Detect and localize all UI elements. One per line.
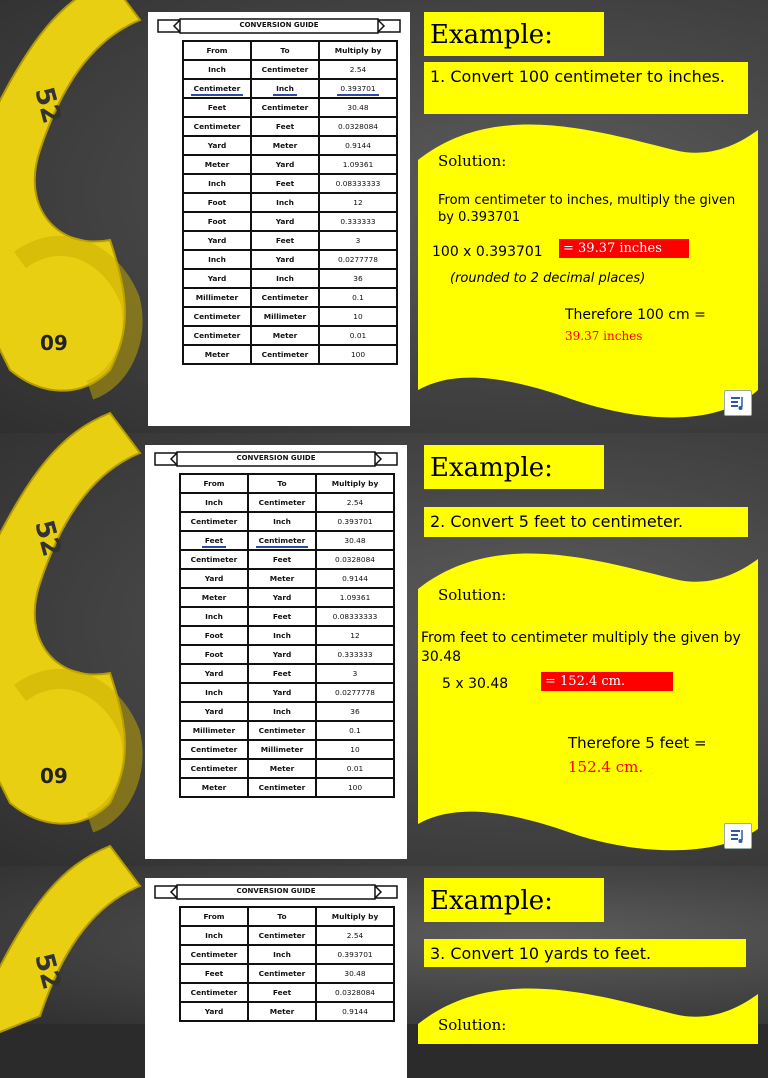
cell-to: Inch — [248, 945, 316, 964]
cell-factor: 3 — [319, 231, 397, 250]
cell-to: Feet — [251, 174, 319, 193]
cell-factor: 10 — [319, 307, 397, 326]
measuring-tape-icon — [0, 433, 150, 866]
cell-to: Feet — [251, 117, 319, 136]
rounding-note: (rounded to 2 decimal places) — [450, 271, 646, 286]
table-row — [180, 702, 394, 721]
table-row — [180, 493, 394, 512]
conversion-guide — [145, 445, 407, 859]
svg-text:09: 09 — [40, 764, 68, 788]
table-row — [180, 778, 394, 797]
example-label-box — [424, 445, 604, 489]
question-text: 1. Convert 100 centimeter to inches. — [430, 67, 725, 86]
cell-to: Yard — [248, 683, 316, 702]
table-row — [180, 1002, 394, 1021]
header-from: From — [180, 907, 248, 926]
cell-to: Inch — [251, 269, 319, 288]
cell-factor: 0.0328084 — [316, 550, 394, 569]
cell-factor: 0.08333333 — [316, 607, 394, 626]
cell-to: Centimeter — [248, 964, 316, 983]
audio-button[interactable] — [724, 823, 752, 849]
table-row — [180, 512, 394, 531]
cell-factor: 0.393701 — [316, 512, 394, 531]
conclusion-text: Therefore 100 cm = — [565, 307, 706, 323]
conclusion-value: 152.4 cm. — [568, 758, 644, 776]
conversion-table — [179, 906, 395, 1022]
example-label: Example: — [430, 453, 553, 483]
guide-title: CONVERSION GUIDE — [239, 21, 319, 29]
cell-from: Centimeter — [180, 983, 248, 1002]
table-row — [180, 740, 394, 759]
cell-factor: 0.1 — [319, 288, 397, 307]
cell-from: Yard — [180, 1002, 248, 1021]
cell-factor: 12 — [319, 193, 397, 212]
cell-factor: 0.0328084 — [319, 117, 397, 136]
header-multiply: Multiply by — [316, 907, 394, 926]
table-row — [180, 550, 394, 569]
cell-to: Meter — [248, 569, 316, 588]
audio-icon — [725, 391, 751, 415]
cell-factor: 12 — [316, 626, 394, 645]
table-row — [180, 683, 394, 702]
question-box — [424, 939, 746, 967]
cell-factor: 100 — [316, 778, 394, 797]
cell-from: Foot — [183, 193, 251, 212]
conversion-guide — [148, 12, 410, 426]
svg-text:09: 09 — [40, 331, 68, 355]
cell-factor: 30.48 — [319, 98, 397, 117]
cell-factor: 0.9144 — [316, 1002, 394, 1021]
cell-to: Millimeter — [248, 740, 316, 759]
cell-to: Feet — [248, 664, 316, 683]
cell-factor: 30.48 — [316, 531, 394, 550]
cell-factor: 0.9144 — [319, 136, 397, 155]
cell-to: Centimeter — [251, 98, 319, 117]
cell-from-text: Centimeter — [191, 84, 244, 96]
cell-from: Yard — [183, 136, 251, 155]
cell-to — [251, 79, 319, 98]
result-box: = 39.37 inches — [559, 239, 689, 258]
cell-from — [183, 79, 251, 98]
cell-to: Yard — [251, 155, 319, 174]
slide-2 — [0, 433, 768, 866]
cell-from: Yard — [183, 269, 251, 288]
cell-to: Centimeter — [251, 288, 319, 307]
cell-from: Centimeter — [183, 326, 251, 345]
conversion-table — [179, 473, 395, 798]
question-text: 2. Convert 5 feet to centimeter. — [430, 512, 684, 531]
example-label: Example: — [430, 886, 553, 916]
table-row — [183, 269, 397, 288]
cell-to: Feet — [248, 983, 316, 1002]
table-row — [183, 326, 397, 345]
cell-to: Millimeter — [251, 307, 319, 326]
table-row — [180, 531, 394, 550]
cell-from: Centimeter — [183, 117, 251, 136]
cell-to: Meter — [248, 759, 316, 778]
table-header-row — [180, 474, 394, 493]
conclusion-value: 39.37 inches — [565, 329, 643, 343]
cell-from — [180, 531, 248, 550]
table-header-row — [180, 907, 394, 926]
example-label-box — [424, 878, 604, 922]
cell-from: Inch — [180, 493, 248, 512]
table-row — [183, 136, 397, 155]
table-row — [183, 155, 397, 174]
cell-from: Millimeter — [183, 288, 251, 307]
cell-factor: 30.48 — [316, 964, 394, 983]
cell-to-text: Inch — [273, 84, 297, 96]
guide-title: CONVERSION GUIDE — [236, 887, 316, 895]
cell-factor-text: 0.393701 — [337, 84, 378, 96]
cell-from: Inch — [183, 60, 251, 79]
example-label: Example: — [430, 20, 553, 50]
table-row — [183, 307, 397, 326]
header-from: From — [180, 474, 248, 493]
cell-factor: 0.333333 — [319, 212, 397, 231]
table-row — [183, 193, 397, 212]
cell-from: Centimeter — [180, 512, 248, 531]
cell-to: Yard — [248, 645, 316, 664]
cell-factor: 2.54 — [319, 60, 397, 79]
calculation-text: 5 x 30.48 — [442, 676, 509, 692]
cell-factor: 0.01 — [319, 326, 397, 345]
cell-factor: 100 — [319, 345, 397, 364]
table-row — [180, 588, 394, 607]
cell-from: Centimeter — [180, 945, 248, 964]
cell-to: Feet — [251, 231, 319, 250]
table-row — [183, 174, 397, 193]
measuring-tape-icon — [0, 866, 150, 1024]
cell-factor: 2.54 — [316, 926, 394, 945]
cell-from: Yard — [180, 569, 248, 588]
cell-factor: 1.09361 — [316, 588, 394, 607]
cell-factor: 10 — [316, 740, 394, 759]
result-box: = 152.4 cm. — [541, 672, 673, 691]
cell-to: Yard — [248, 588, 316, 607]
solution-label: Solution: — [438, 586, 507, 604]
cell-from: Centimeter — [180, 759, 248, 778]
cell-to: Centimeter — [248, 493, 316, 512]
svg-text:52: 52 — [28, 517, 67, 560]
table-row — [183, 117, 397, 136]
question-box — [424, 507, 748, 537]
table-row — [180, 664, 394, 683]
cell-to: Meter — [251, 136, 319, 155]
table-row — [183, 212, 397, 231]
cell-from: Inch — [180, 607, 248, 626]
table-row — [183, 345, 397, 364]
cell-from-text: Feet — [202, 536, 226, 548]
cell-to: Centimeter — [248, 926, 316, 945]
header-multiply: Multiply by — [319, 41, 397, 60]
conversion-table — [182, 40, 398, 365]
table-row — [183, 98, 397, 117]
table-row — [180, 645, 394, 664]
cell-from: Foot — [180, 645, 248, 664]
cell-from: Meter — [183, 155, 251, 174]
cell-factor: 36 — [319, 269, 397, 288]
explanation-text: From centimeter to inches, multiply the given by 0.393701 — [438, 193, 736, 225]
conversion-guide — [145, 878, 407, 1078]
cell-to: Feet — [248, 607, 316, 626]
slide-3 — [0, 866, 768, 1034]
table-row — [183, 231, 397, 250]
calculation-text: 100 x 0.393701 — [432, 244, 543, 260]
cell-factor: 3 — [316, 664, 394, 683]
cell-to: Meter — [251, 326, 319, 345]
cell-factor: 0.1 — [316, 721, 394, 740]
table-row — [183, 250, 397, 269]
question-text: 3. Convert 10 yards to feet. — [430, 944, 652, 963]
cell-factor: 0.393701 — [316, 945, 394, 964]
table-row — [180, 569, 394, 588]
conclusion-text: Therefore 5 feet = — [568, 734, 707, 752]
question-box — [424, 62, 748, 114]
cell-to: Inch — [248, 626, 316, 645]
cell-from: Inch — [183, 174, 251, 193]
cell-from: Foot — [183, 212, 251, 231]
cell-to: Centimeter — [251, 345, 319, 364]
cell-from: Inch — [183, 250, 251, 269]
svg-text:52: 52 — [28, 950, 67, 993]
solution-shape — [414, 984, 762, 1044]
table-row — [180, 626, 394, 645]
table-row — [180, 983, 394, 1002]
cell-factor: 0.333333 — [316, 645, 394, 664]
table-row — [180, 945, 394, 964]
cell-factor: 0.08333333 — [319, 174, 397, 193]
cell-factor: 0.0277778 — [316, 683, 394, 702]
audio-button[interactable] — [724, 390, 752, 416]
cell-to: Yard — [251, 250, 319, 269]
cell-factor: 1.09361 — [319, 155, 397, 174]
explanation-text: From feet to centimeter multiply the given by 30.48 — [421, 630, 741, 665]
cell-to: Inch — [251, 193, 319, 212]
cell-from: Meter — [183, 345, 251, 364]
table-row — [183, 60, 397, 79]
solution-label: Solution: — [438, 152, 507, 170]
svg-text:52: 52 — [28, 84, 67, 127]
cell-to: Inch — [248, 512, 316, 531]
table-row — [180, 721, 394, 740]
cell-factor — [319, 79, 397, 98]
cell-to: Yard — [251, 212, 319, 231]
header-to: To — [248, 474, 316, 493]
cell-factor: 0.01 — [316, 759, 394, 778]
header-to: To — [251, 41, 319, 60]
cell-to: Feet — [248, 550, 316, 569]
cell-from: Yard — [180, 664, 248, 683]
cell-factor: 0.0328084 — [316, 983, 394, 1002]
cell-factor: 36 — [316, 702, 394, 721]
header-to: To — [248, 907, 316, 926]
cell-to-text: Centimeter — [256, 536, 309, 548]
table-header-row — [183, 41, 397, 60]
cell-factor: 2.54 — [316, 493, 394, 512]
cell-to: Centimeter — [248, 778, 316, 797]
cell-to: Centimeter — [251, 60, 319, 79]
example-label-box — [424, 12, 604, 56]
cell-to: Centimeter — [248, 721, 316, 740]
cell-from: Yard — [183, 231, 251, 250]
cell-from: Feet — [180, 964, 248, 983]
cell-to — [248, 531, 316, 550]
cell-factor: 0.0277778 — [319, 250, 397, 269]
cell-from: Millimeter — [180, 721, 248, 740]
cell-from: Feet — [183, 98, 251, 117]
measuring-tape-icon — [0, 0, 150, 433]
table-row — [180, 607, 394, 626]
header-from: From — [183, 41, 251, 60]
table-row — [183, 79, 397, 98]
audio-icon — [725, 824, 751, 848]
slide-1 — [0, 0, 768, 433]
cell-factor: 0.9144 — [316, 569, 394, 588]
cell-from: Centimeter — [180, 550, 248, 569]
cell-from: Centimeter — [180, 740, 248, 759]
cell-from: Meter — [180, 588, 248, 607]
cell-from: Centimeter — [183, 307, 251, 326]
table-row — [180, 964, 394, 983]
cell-from: Foot — [180, 626, 248, 645]
cell-from: Inch — [180, 926, 248, 945]
cell-to: Inch — [248, 702, 316, 721]
solution-label: Solution: — [438, 1016, 507, 1034]
cell-from: Yard — [180, 702, 248, 721]
cell-from: Meter — [180, 778, 248, 797]
cell-from: Inch — [180, 683, 248, 702]
guide-title: CONVERSION GUIDE — [236, 454, 316, 462]
table-row — [180, 926, 394, 945]
table-row — [183, 288, 397, 307]
header-multiply: Multiply by — [316, 474, 394, 493]
table-row — [180, 759, 394, 778]
cell-to: Meter — [248, 1002, 316, 1021]
